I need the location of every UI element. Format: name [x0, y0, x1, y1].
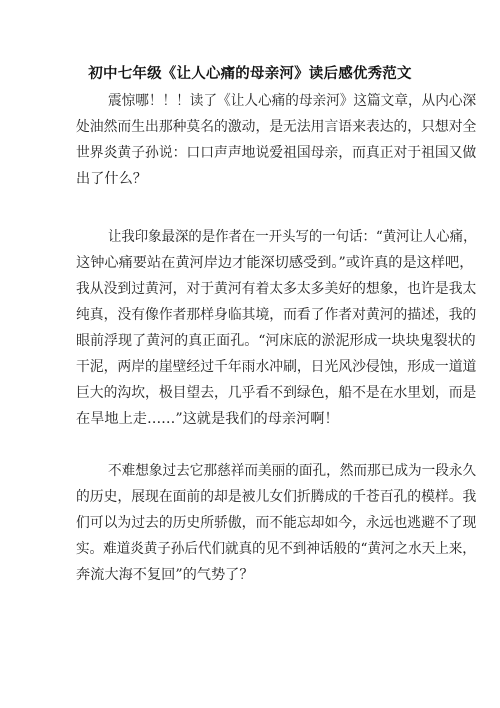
paragraph-line: 不难想象过去它那慈祥而美丽的面孔，然而那已成为一段永久 — [108, 463, 477, 479]
paragraph-line: 干泥，两岸的崖壁经过千年雨水冲刷，日光风沙侵蚀，形成一道道 — [76, 359, 477, 375]
paragraph-line: 在旱地上走……”这就是我们的母亲河啊！ — [76, 411, 339, 427]
paragraph-line: 们可以为过去的历史所骄傲，而不能忘却如今，永远也逃避不了现 — [76, 515, 477, 531]
paragraph-line: 纯真，没有像作者那样身临其境，而看了作者对黄河的描述，我的 — [76, 307, 477, 323]
document-title: 初中七年级《让人心痛的母亲河》读后感优秀范文 — [88, 66, 412, 82]
paragraph-line: 我从没到过黄河，对于黄河有着太多太多美好的想象，也许是我太 — [76, 281, 477, 297]
paragraph-line: 处油然而生出那种莫名的激动，是无法用言语来表达的，只想对全 — [76, 119, 477, 135]
paragraph-line: 的历史，展现在面前的却是被儿女们折腾成的千苍百孔的模样。我 — [76, 489, 477, 505]
paragraph-line: 实。难道炎黄子孙后代们就真的见不到神话般的“黄河之水天上来， — [76, 541, 476, 557]
paragraph-line: 眼前浮现了黄河的真正面孔。“河床底的淤泥形成一块块鬼裂状的 — [76, 333, 476, 349]
paragraph-line: 世界炎黄子孙说：口口声声地说爱祖国母亲，而真正对于祖国又做 — [76, 145, 477, 161]
paragraph-line: 出了什么？ — [76, 171, 147, 187]
paragraph-line: 让我印象最深的是作者在一开头写的一句话：“黄河让人心痛， — [108, 229, 477, 245]
paragraph-line: 震惊哪！！！读了《让人心痛的母亲河》这篇文章，从内心深 — [108, 93, 477, 109]
paragraph-line: 奔流大海不复回”的气势了？ — [76, 567, 254, 583]
paragraph-line: 巨大的沟坎，极目望去，几乎看不到绿色，船不是在水里划，而是 — [76, 385, 477, 401]
paragraph-line: 这钟心痛要站在黄河岸边才能深切感受到。”或许真的是这样吧， — [76, 255, 474, 271]
